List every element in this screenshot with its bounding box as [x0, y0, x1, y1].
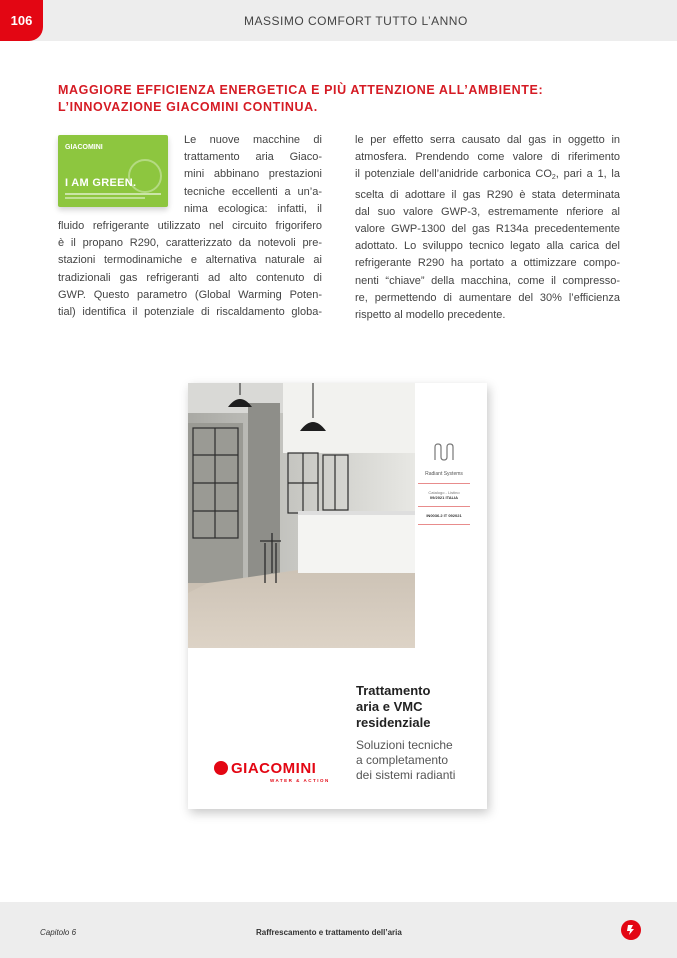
col1-line: fluido refrigerante utilizzato nel circuito frigorifero: [58, 220, 322, 233]
col1-line: nima ecologica: infatti, il: [184, 202, 322, 215]
col1-line: stazioni termodinamiche e alternativa naturale ai: [58, 254, 322, 267]
col2-line: atmosfera. Prendendo come valore di riferimento: [355, 151, 620, 164]
col2-line: refrigerante R290 ha portato a ottimizzare compo-: [355, 257, 620, 270]
side-label-code: IN0036.2 IT 092021: [426, 513, 462, 518]
footer-chapter: Capitolo 6: [40, 928, 77, 937]
col2-line: le per effetto serra causato dal gas in oggetto in: [355, 134, 620, 146]
col1-line: è il propano R290, caratterizzato da notevoli pre-: [58, 237, 322, 250]
footer-section: Raffrescamento e trattamento dell’aria: [256, 928, 402, 937]
col2-line: re, permettendo di aumentare del 30% l’efficienza: [355, 291, 620, 304]
brochure-cover-image: [188, 383, 487, 809]
col2-line-co2: il potenziale dell’anidride carbonica $CO_2$, pari a 1, la: [355, 168, 620, 182]
green-card-slogan: I AM GREEN.: [65, 177, 137, 189]
col1-line: GWP. Questo parametro (Global Warming Poten-: [58, 288, 322, 301]
radiant-systems-icon: [433, 443, 455, 461]
brochure-subtitle: Soluzioni tecniche a completamento dei sistemi radianti: [356, 738, 456, 782]
side-label-radiant: Radiant Systems: [425, 471, 463, 477]
col2-line: scelta di adottare il gas R290 è stata determinata: [355, 188, 620, 201]
col2-line: rispetto al modello precedente.: [355, 309, 506, 322]
text-column-1: [58, 132, 322, 321]
side-label-catalogo: Catalogo - Listino: [428, 490, 460, 495]
col2-line: adottato. Lo sviluppo tecnico legato alla carica del: [355, 240, 620, 253]
interior-photo: [188, 383, 415, 648]
giacomini-footer-icon: [621, 920, 641, 940]
section-title-line1: MAGGIORE EFFICIENZA ENERGETICA E PIÙ ATTENZIONE ALL’AMBIENTE:: [58, 83, 544, 97]
col1-line: tradizionali gas refrigeranti ad alto contenuto di: [58, 271, 322, 284]
col1-line: trattamento aria Giaco-: [184, 151, 322, 164]
col2-line: dal suo valore GWP-3, estremamente nferiore al: [355, 205, 620, 218]
section-title: [58, 82, 544, 116]
green-card-logo: GIACOMINI: [65, 144, 103, 151]
giacomini-mark-icon: [214, 761, 228, 775]
page-number: 106: [0, 0, 43, 41]
text-column-2: [355, 132, 620, 324]
col1-line: Le nuove macchine di: [184, 134, 322, 146]
giacomini-logo: GIACOMINI: [214, 760, 316, 777]
col1-line: tial) identifica il potenziale di riscaldamento globa-: [58, 306, 322, 319]
col1-line: mini abbinano prestazioni: [184, 168, 322, 181]
header-title: MASSIMO COMFORT TUTTO L’ANNO: [244, 14, 468, 28]
col1-line: tecniche eccellenti a un’a-: [184, 185, 322, 198]
col2-line: valore GWP-1300 del gas R134a precedentemente: [355, 223, 620, 236]
brochure-title: Trattamento aria e VMC residenziale: [356, 683, 431, 730]
section-title-line2: L’INNOVAZIONE GIACOMINI CONTINUA.: [58, 100, 318, 114]
col2-line: nenti “chiave” della macchina, come il compresso-: [355, 274, 620, 287]
side-label-date: 09/2021 ITALIA: [429, 495, 459, 500]
brochure-side-info: [418, 443, 470, 531]
giacomini-logo-tagline: WATER & ACTION: [270, 778, 330, 783]
